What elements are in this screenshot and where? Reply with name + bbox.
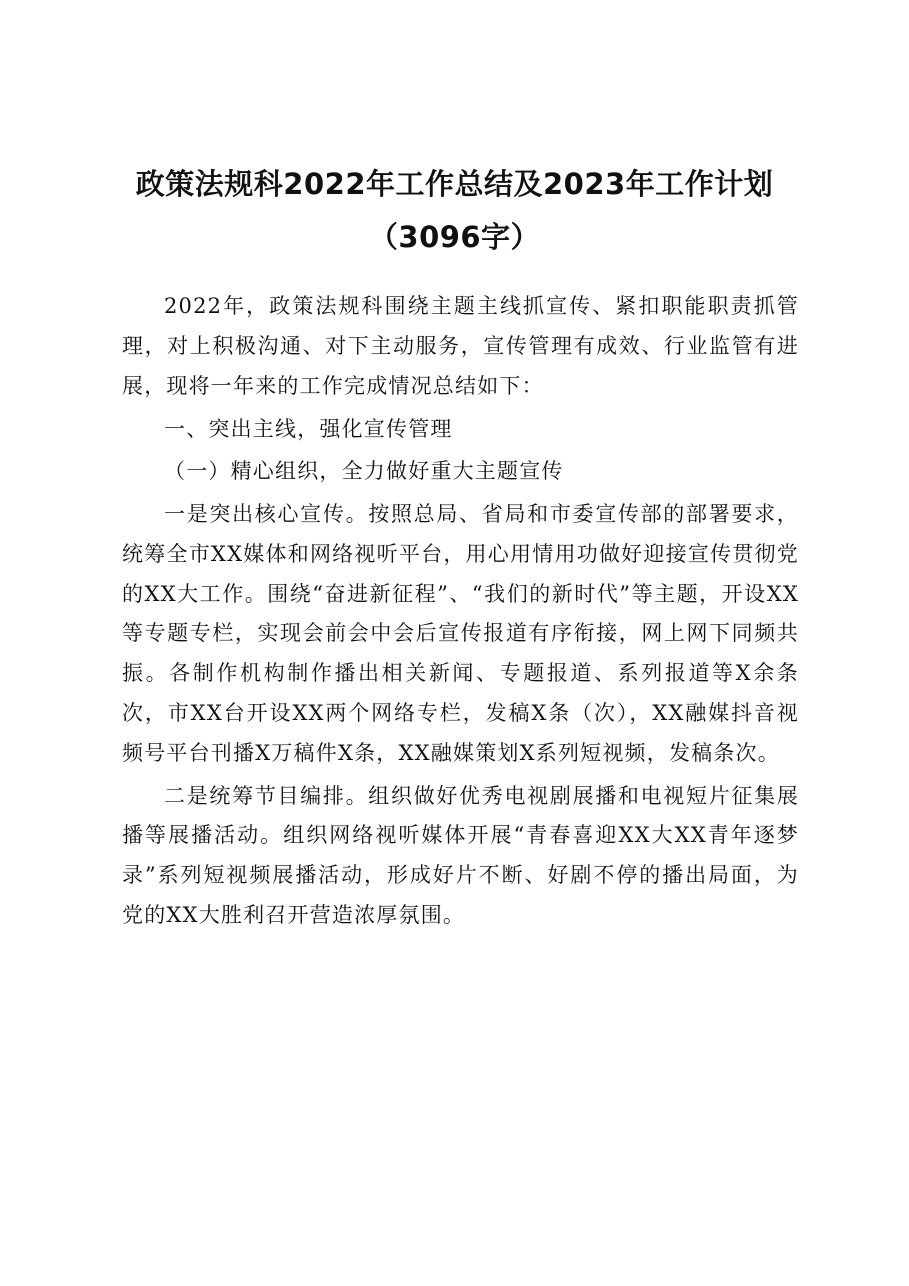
intro-paragraph: 2022年，政策法规科围绕主题主线抓宣传、紧扣职能职责抓管理，对上积极沟通、对下主动服务，宣传管理有成效、行业监管有进展，现将一年来的工作完成情况总结如下： — [122, 294, 799, 398]
body-paragraph-core-publicity: 一是突出核心宣传。按照总局、省局和市委宣传部的部署要求，统筹全市XX媒体和网络视听平台，用心用情用功做好迎接宣传贯彻党的XX大工作。围绕“奋进新征程”、“我们的新时代”等主题，开设XX等专题专栏，实现会前会中会后宣传报道有序衔接，网上网下同频共振。各制作机构制作播出相关新闻、专题报道、系列报道等X余条次，市XX台开设XX两个网络专栏，发稿X条（次），XX融媒抖音视频号平台刊播X万稿件X条，XX融媒策划X系列短视频，发稿条次。 — [122, 501, 799, 765]
body-paragraph-program-scheduling: 二是统筹节目编排。组织做好优秀电视剧展播和电视短片征集展播等展播活动。组织网络视听媒体开展“青春喜迎XX大XX青年逐梦录”系列短视频展播活动，形成好片不断、好剧不停的播出局面，为党的XX大胜利召开营造浓厚氛围。 — [122, 783, 799, 927]
section-heading-1: 一、突出主线，强化宣传管理 — [164, 417, 453, 442]
subsection-heading-1: （一）精心组织，全力做好重大主题宣传 — [164, 459, 564, 484]
document-title: 政策法规科2022年工作总结及2023年工作计划（3096字） — [135, 167, 774, 254]
document-body — [122, 287, 799, 936]
